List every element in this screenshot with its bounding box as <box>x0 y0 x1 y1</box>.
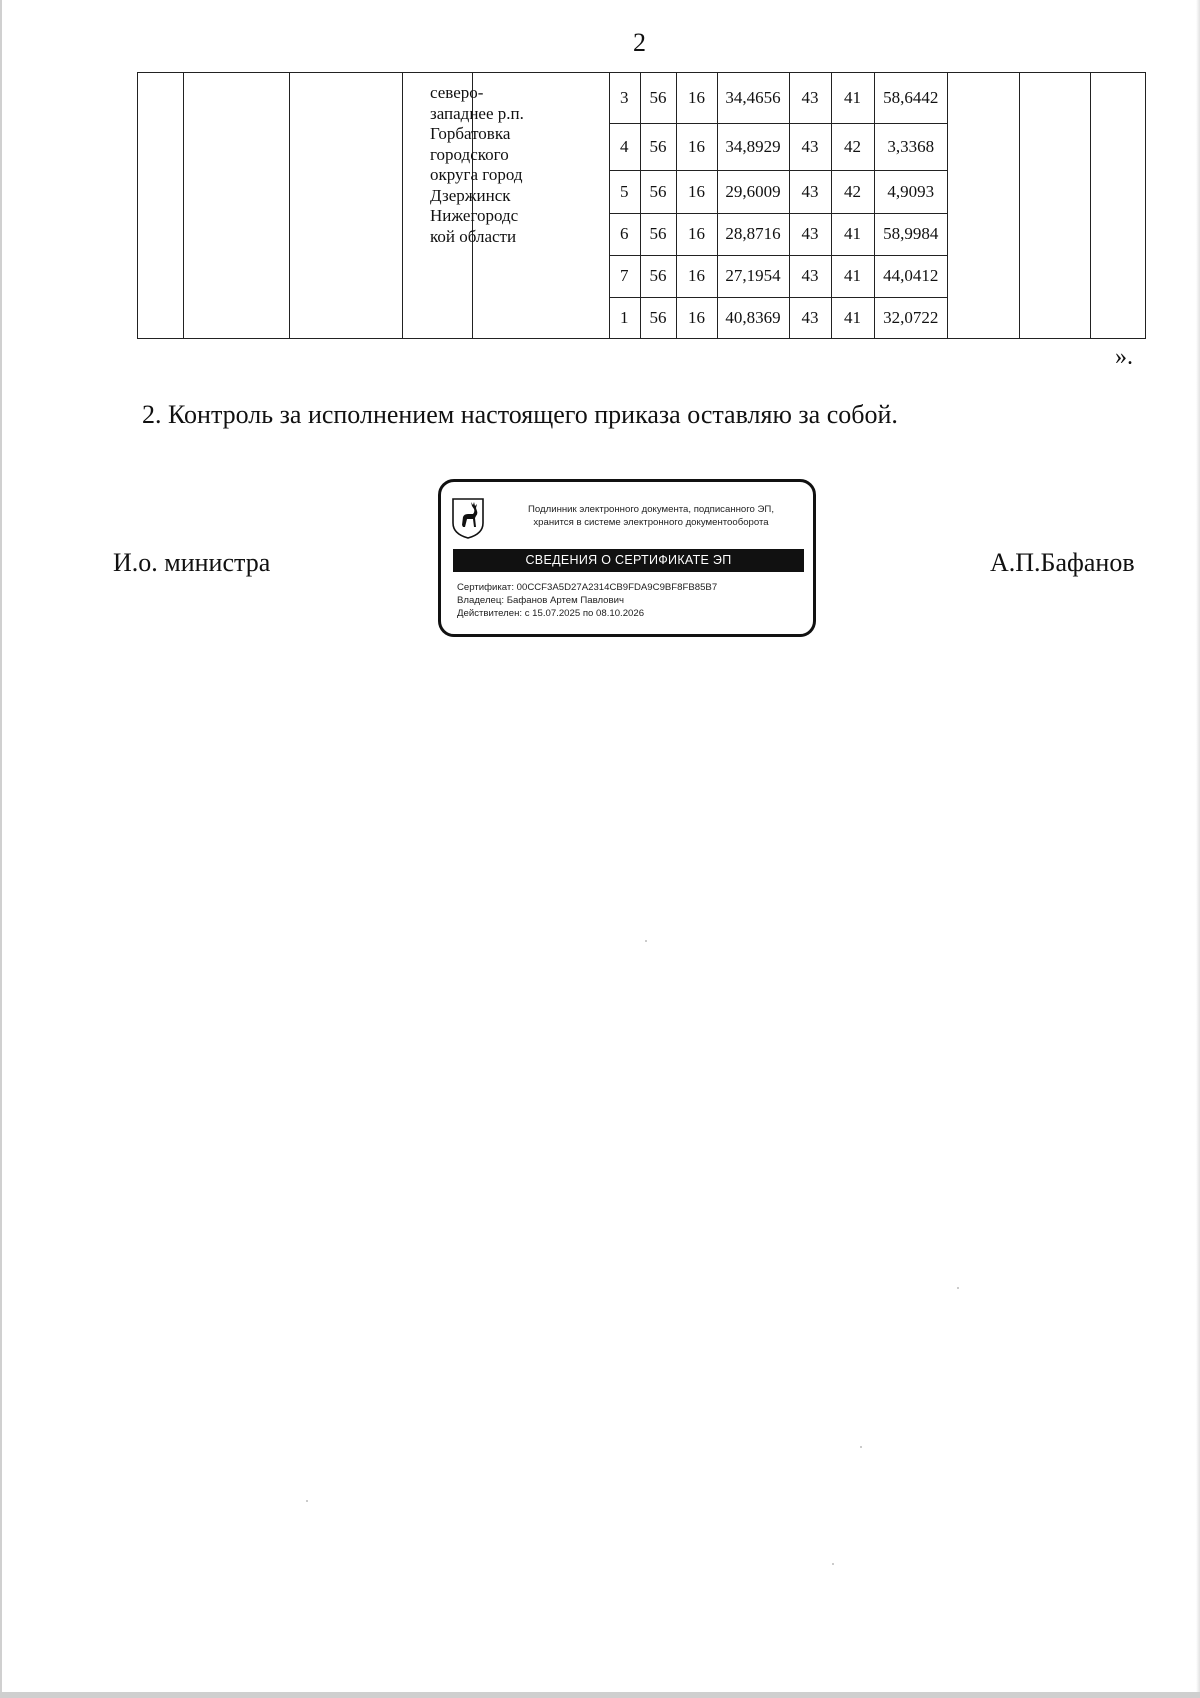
coordinates-grid <box>609 73 947 339</box>
certificate-validity: Действителен: с 15.07.2025 по 08.10.2026 <box>457 608 645 619</box>
table-cell: 42 <box>831 170 874 213</box>
coordinates-table <box>137 72 1146 339</box>
page-number: 2 <box>633 28 646 57</box>
table-cell: 16 <box>676 297 717 339</box>
table-cell: 34,4656 <box>717 73 789 123</box>
stamp-note-line: хранится в системе электронного документооборота <box>533 517 769 528</box>
table-cell: 41 <box>831 213 874 255</box>
stamp-note-line: Подлинник электронного документа, подписанного ЭП, <box>528 504 774 515</box>
deer-coat-of-arms-icon <box>451 497 485 539</box>
table-cell: 41 <box>831 255 874 297</box>
stamp-note <box>501 503 801 529</box>
table-row <box>609 170 947 213</box>
table-cell: 43 <box>789 297 831 339</box>
table-cell: 16 <box>676 255 717 297</box>
signatory-role: И.о. министра <box>113 548 271 577</box>
table-column-divider <box>1019 73 1020 338</box>
table-cell: 44,0412 <box>874 255 947 297</box>
table-column-divider <box>402 73 403 338</box>
table-cell: 58,6442 <box>874 73 947 123</box>
table-column-divider <box>947 73 948 338</box>
control-paragraph: 2. Контроль за исполнением настоящего приказа оставляю за собой. <box>142 400 898 429</box>
table-row <box>609 213 947 255</box>
scan-speck <box>832 1563 834 1565</box>
stamp-header: СВЕДЕНИЯ О СЕРТИФИКАТЕ ЭП <box>453 549 804 572</box>
table-row <box>609 255 947 297</box>
certificate-number: Сертификат: 00CCF3A5D27A2314CB9FDA9C9BF8FB85B7 <box>457 582 718 593</box>
scan-bottom-edge <box>0 1692 1200 1698</box>
table-column-divider <box>183 73 184 338</box>
signatory-name: А.П.Бафанов <box>990 548 1135 577</box>
table-cell: 34,8929 <box>717 123 789 170</box>
table-cell: 56 <box>640 297 676 339</box>
table-cell: 56 <box>640 213 676 255</box>
location-line: Нижегородс <box>430 206 519 225</box>
e-signature-stamp <box>438 479 816 637</box>
location-line: Дзержинск <box>430 185 511 205</box>
scan-right-edge <box>1196 0 1200 1698</box>
table-row <box>609 297 947 339</box>
table-cell: 16 <box>676 213 717 255</box>
table-cell: 16 <box>676 170 717 213</box>
table-cell: 16 <box>676 73 717 123</box>
table-cell: 4,9093 <box>874 170 947 213</box>
table-cell: 43 <box>789 73 831 123</box>
table-cell: 42 <box>831 123 874 170</box>
location-line: северо- <box>430 83 484 102</box>
location-line: городского <box>430 144 509 164</box>
table-cell: 58,9984 <box>874 213 947 255</box>
table-cell: 43 <box>789 213 831 255</box>
table-row <box>609 123 947 170</box>
table-cell: 4 <box>609 123 640 170</box>
table-cell: 41 <box>831 297 874 339</box>
location-description <box>430 83 540 247</box>
table-cell: 16 <box>676 123 717 170</box>
location-line: кой области <box>430 226 517 246</box>
closing-quote: ». <box>1115 344 1133 370</box>
table-cell: 56 <box>640 170 676 213</box>
table-cell: 56 <box>640 73 676 123</box>
location-line: Горбатовка <box>430 124 511 143</box>
certificate-owner: Владелец: Бафанов Артем Павлович <box>457 595 624 606</box>
location-line: округа город <box>430 165 523 184</box>
table-column-divider <box>289 73 290 338</box>
table-cell: 6 <box>609 213 640 255</box>
table-cell: 29,6009 <box>717 170 789 213</box>
table-cell: 43 <box>789 255 831 297</box>
table-cell: 3 <box>609 73 640 123</box>
scan-speck <box>645 940 647 942</box>
scan-speck <box>957 1287 959 1289</box>
table-cell: 56 <box>640 123 676 170</box>
table-cell: 41 <box>831 73 874 123</box>
table-cell: 28,8716 <box>717 213 789 255</box>
table-cell: 40,8369 <box>717 297 789 339</box>
table-cell: 56 <box>640 255 676 297</box>
scan-speck <box>306 1500 308 1502</box>
table-cell: 5 <box>609 170 640 213</box>
table-cell: 7 <box>609 255 640 297</box>
table-cell: 1 <box>609 297 640 339</box>
table-cell: 43 <box>789 123 831 170</box>
table-cell: 32,0722 <box>874 297 947 339</box>
table-cell: 27,1954 <box>717 255 789 297</box>
location-line: западнее р.п. <box>430 103 524 123</box>
scan-speck <box>860 1446 862 1448</box>
table-cell: 3,3368 <box>874 123 947 170</box>
table-column-divider <box>1090 73 1091 338</box>
table-cell: 43 <box>789 170 831 213</box>
table-row <box>609 73 947 123</box>
